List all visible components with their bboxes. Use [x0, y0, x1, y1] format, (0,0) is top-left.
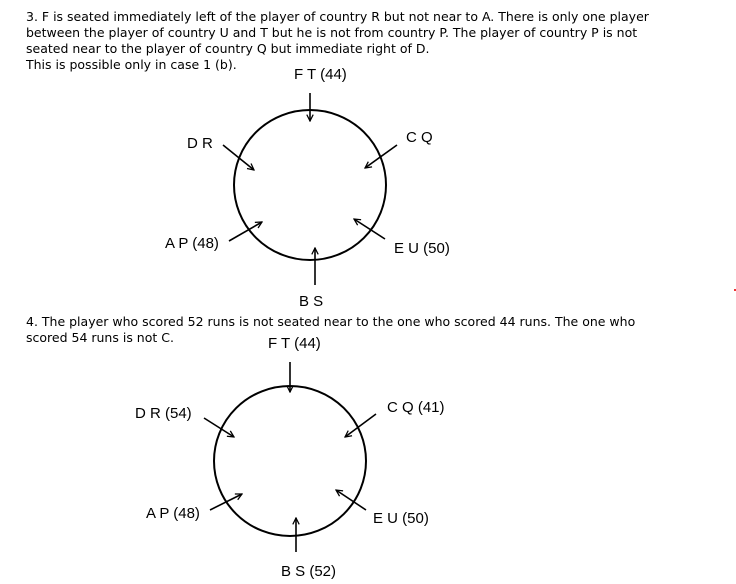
diagram-4 — [204, 362, 376, 552]
label-lower-right-3: E U (50) — [394, 240, 450, 257]
puzzle-3-line-4: This is possible only in case 1 (b). — [26, 57, 237, 72]
label-lower-right-4: E U (50) — [373, 510, 429, 527]
arrow-lower-right — [354, 219, 385, 239]
label-top-4: F T (44) — [268, 335, 321, 352]
table-circle — [214, 386, 366, 536]
label-upper-right-4: C Q (41) — [387, 399, 445, 416]
puzzle-4-line-2: scored 54 runs is not C. — [26, 330, 174, 345]
puzzle-4-line-1: 4. The player who scored 52 runs is not seated near to the one who scored 44 runs. The one who — [26, 314, 636, 329]
arrow-upper-right — [365, 145, 397, 168]
label-lower-left-3: A P (48) — [165, 235, 219, 252]
arrow-upper-left — [223, 145, 254, 170]
label-bottom-4: B S (52) — [281, 563, 337, 580]
label-upper-left-3: D R — [187, 135, 213, 152]
puzzle-3-line-1: 3. F is seated immediately left of the player of country R but not near to A. There is only one player — [26, 9, 649, 24]
label-top-3: F T (44) — [294, 66, 347, 83]
label-upper-right-3: C Q — [406, 129, 433, 146]
arrow-lower-left — [210, 494, 242, 510]
label-bottom-3: B S — [299, 293, 324, 310]
label-lower-left-4: A P (48) — [146, 505, 200, 522]
table-circle — [234, 110, 386, 260]
puzzle-3-line-3: seated near to the player of country Q but immediate right of D. — [26, 41, 430, 56]
diagram-3 — [223, 93, 397, 285]
puzzle-3-line-2: between the player of country U and T but he is not from country P. The player of country P is not — [26, 25, 638, 40]
label-upper-left-4: D R (54) — [135, 405, 192, 422]
